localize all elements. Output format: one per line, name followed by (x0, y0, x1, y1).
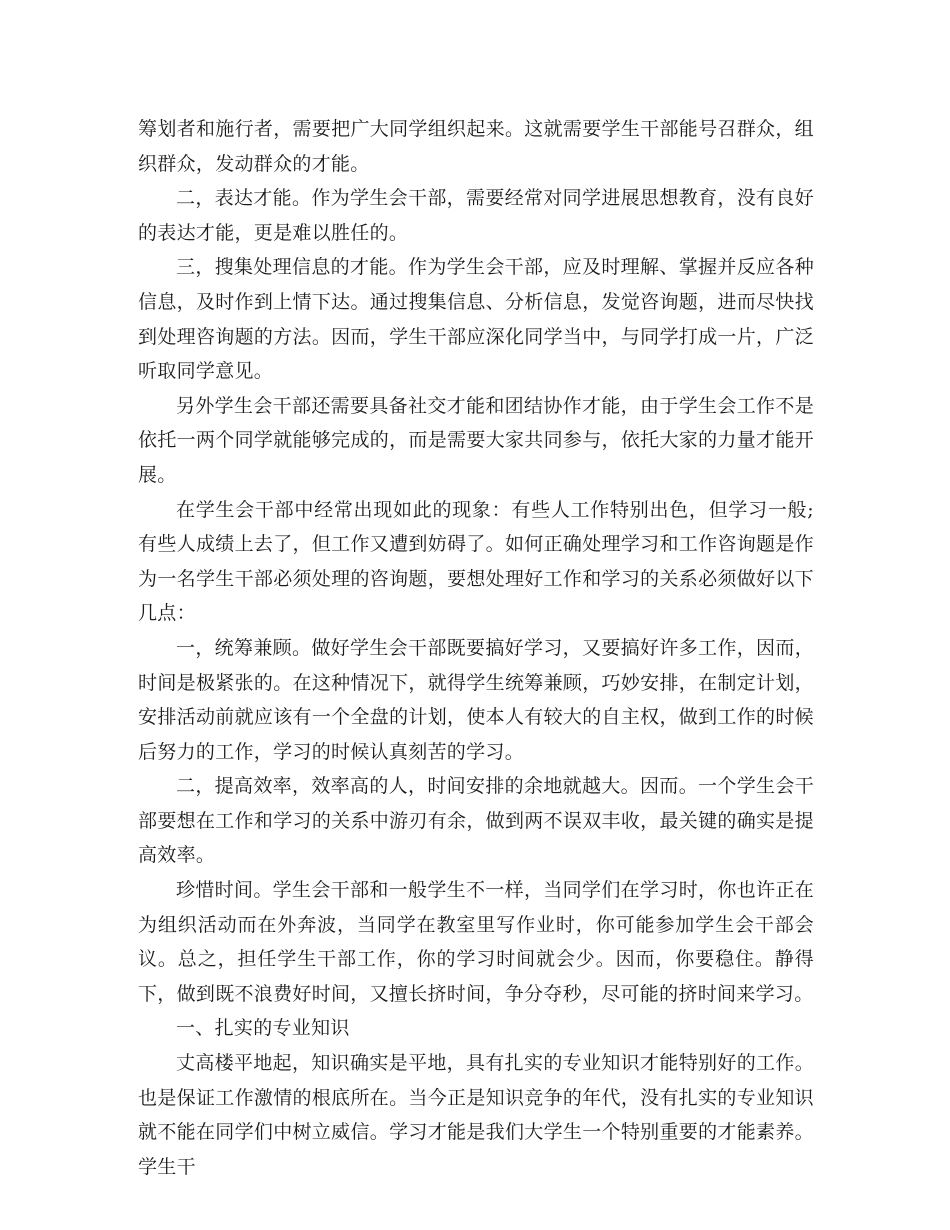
paragraph-3: 三，搜集处理信息的才能。作为学生会干部，应及时理解、掌握并反应各种信息，及时作到上情下达。通过搜集信息、分析信息，发觉咨询题，进而尽快找到处理咨询题的方法。因而，学生干部应深化同学当中，与同学打成一片，广泛听取同学意见。 (138, 256, 814, 383)
section-heading: 一、扎实的专业知识 (176, 1017, 350, 1040)
paragraph-7: 二，提高效率，效率高的人，时间安排的余地就越大。因而。一个学生会干部要想在工作和学习的关系中游刃有余，做到两不误双丰收，最关键的确实是提高效率。 (138, 775, 814, 867)
paragraph-5: 在学生会干部中经常出现如此的现象：有些人工作特别出色，但学习一般;有些人成绩上去了，但工作又遭到妨碍了。如何正确处理学习和工作咨询题是作为一名学生干部必须处理的咨询题，要想处理好工作和学习的关系必须做好以下几点： (138, 498, 814, 625)
paragraph-9: 丈高楼平地起，知识确实是平地，具有扎实的专业知识才能特别好的工作。也是保证工作激情的根底所在。当今正是知识竞争的年代，没有扎实的专业知识就不能在同学们中树立威信。学习才能是我们大学生一个特别重要的才能素养。学生干 (138, 1052, 814, 1178)
document-body (138, 112, 814, 1184)
paragraph-4: 另外学生会干部还需要具备社交才能和团结协作才能，由于学生会工作不是依托一两个同学就能够完成的，而是需要大家共同参与，依托大家的力量才能开展。 (138, 394, 814, 486)
paragraph-1: 筹划者和施行者，需要把广大同学组织起来。这就需要学生干部能号召群众，组织群众，发动群众的才能。 (138, 118, 814, 175)
paragraph-2: 二，表达才能。作为学生会干部，需要经常对同学进展思想教育，没有良好的表达才能，更是难以胜任的。 (138, 187, 814, 244)
paragraph-8: 珍惜时间。学生会干部和一般学生不一样，当同学们在学习时，你也许正在为组织活动而在外奔波，当同学在教室里写作业时，你可能参加学生会干部会议。总之，担任学生干部工作，你的学习时间就会少。因而，你要稳住。静得下，做到既不浪费好时间，又擅长挤时间，争分夺秒，尽可能的挤时间来学习。 (138, 879, 814, 1005)
paragraph-6: 一，统筹兼顾。做好学生会干部既要搞好学习，又要搞好许多工作，因而，时间是极紧张的。在这种情况下，就得学生统筹兼顾，巧妙安排，在制定计划，安排活动前就应该有一个全盘的计划，使本人有较大的自主权，做到工作的时候后努力的工作，学习的时候认真刻苦的学习。 (138, 636, 814, 763)
